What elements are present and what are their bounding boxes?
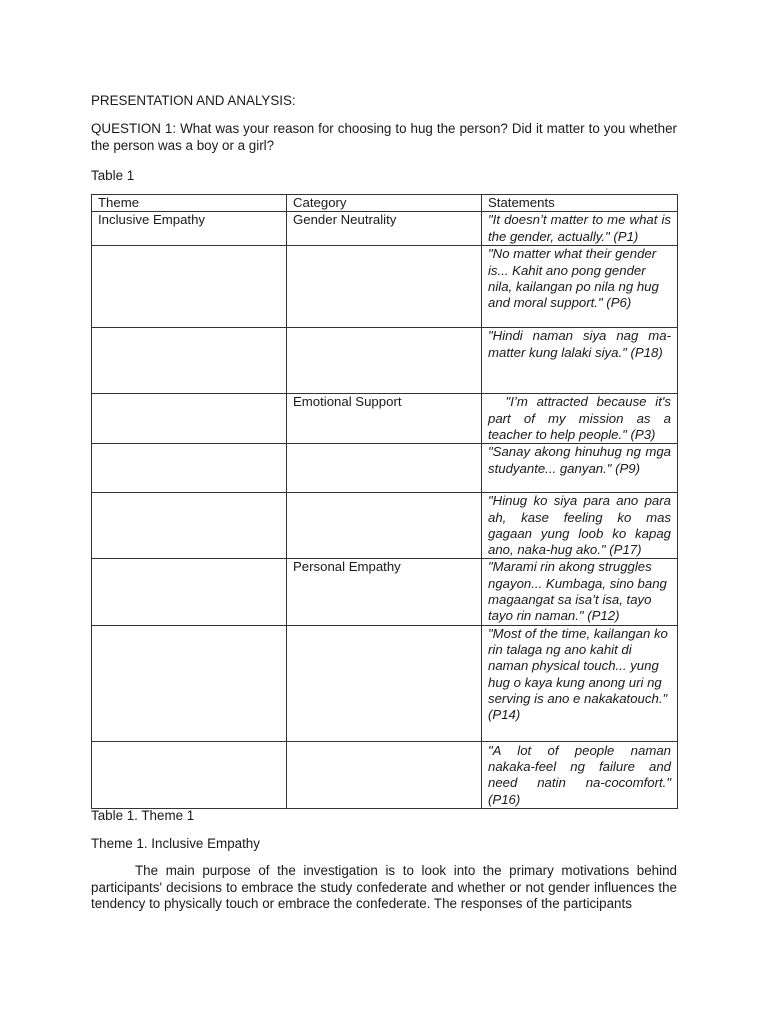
table-row xyxy=(92,741,678,808)
statement-cell: "It doesn’t matter to me what is the gender, actually." (P1) xyxy=(482,212,678,246)
theme-cell: Inclusive Empathy xyxy=(92,212,287,246)
theme-cell xyxy=(92,493,287,559)
table-row xyxy=(92,246,678,328)
body-paragraph: The main purpose of the investigation is to look into the primary motivations behind participants' decisions to embrace the study confederate and whether or not gender influences the tendency to physically touch or embrace the confederate. The responses of the participants xyxy=(91,863,677,911)
category-cell: Emotional Support xyxy=(287,394,482,444)
question-text: QUESTION 1: What was your reason for choosing to hug the person? Did it matter to you whether the person was a boy or a girl? xyxy=(91,121,677,153)
theme-cell xyxy=(92,625,287,741)
statement-cell: "Hindi naman siya nag ma-matter kung lalaki siya." (P18) xyxy=(482,328,678,394)
header-theme: Theme xyxy=(92,195,287,212)
statement-cell: "Sanay akong hinuhug ng mga studyante... ganyan." (P9) xyxy=(482,444,678,493)
table-row xyxy=(92,394,678,444)
table-row xyxy=(92,444,678,493)
table-caption: Table 1. Theme 1 xyxy=(91,808,195,823)
header-category: Category xyxy=(287,195,482,212)
table-header-row xyxy=(92,195,678,212)
table-row xyxy=(92,328,678,394)
theme-cell xyxy=(92,559,287,625)
statement-cell: "A lot of people naman nakaka-feel ng failure and need natin na-cocomfort." (P16) xyxy=(482,741,678,808)
statement-cell: "No matter what their gender is... Kahit ano pong gender nila, kailangan po nila ng hug and moral support." (P6) xyxy=(482,246,678,328)
theme-cell xyxy=(92,444,287,493)
category-cell xyxy=(287,444,482,493)
table-label: Table 1 xyxy=(91,168,135,183)
table-row xyxy=(92,625,678,741)
header-statements: Statements xyxy=(482,195,678,212)
category-cell xyxy=(287,246,482,328)
theme-cell xyxy=(92,394,287,444)
statement-cell: "Most of the time, kailangan ko rin talaga ng ano kahit di naman physical touch... yung hug o kaya kung anong uri ng serving is ano e nakakatouch." (P14) xyxy=(482,625,678,741)
category-cell: Personal Empathy xyxy=(287,559,482,625)
statement-cell: "Hinug ko siya para ano para ah, kase feeling ko mas gagaan yung loob ko kapag ano, naka-hug ako." (P17) xyxy=(482,493,678,559)
table-row xyxy=(92,493,678,559)
theme-cell xyxy=(92,246,287,328)
statement-cell: "Marami rin akong struggles ngayon... Kumbaga, sino bang magaangat sa isa’t isa, tayo tayo rin naman." (P12) xyxy=(482,559,678,625)
category-cell xyxy=(287,493,482,559)
theme-cell xyxy=(92,328,287,394)
theme-cell xyxy=(92,741,287,808)
table-row xyxy=(92,559,678,625)
theme-heading: Theme 1. Inclusive Empathy xyxy=(91,836,260,851)
category-cell xyxy=(287,328,482,394)
category-cell: Gender Neutrality xyxy=(287,212,482,246)
theme-table xyxy=(91,194,678,809)
statement-cell: "I’m attracted because it's part of my mission as a teacher to help people." (P3) xyxy=(482,394,678,444)
table-row xyxy=(92,212,678,246)
section-heading: PRESENTATION AND ANALYSIS: xyxy=(91,93,296,108)
category-cell xyxy=(287,625,482,741)
category-cell xyxy=(287,741,482,808)
